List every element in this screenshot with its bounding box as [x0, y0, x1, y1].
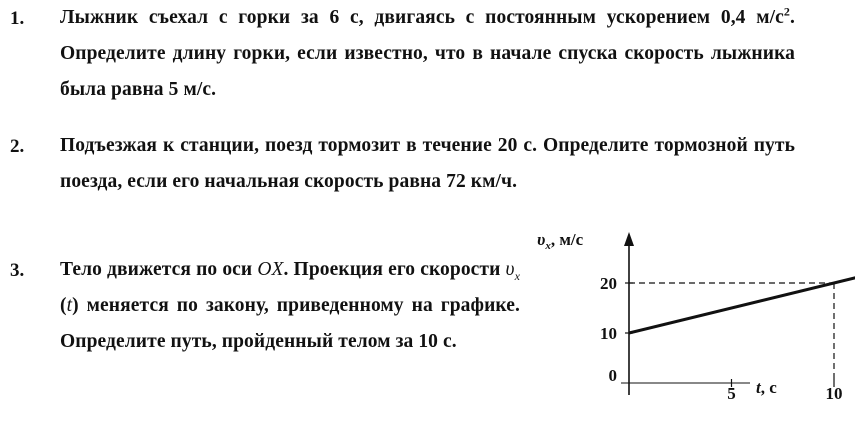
problem-text-part: Тело движется по оси	[60, 259, 258, 280]
problem-number: 2.	[10, 136, 25, 157]
y-axis-label-var: υ	[537, 230, 546, 249]
y-axis-label	[537, 230, 584, 252]
x-axis-label	[756, 378, 777, 397]
x-tick-label: 5	[727, 384, 736, 403]
y-tick-label: 10	[600, 324, 617, 343]
problem-text: Подъезжая к станции, поезд тормозит в течение 20 с. Определите тормозной путь поезда, если его начальная скорость равна 72 км/ч.	[60, 135, 795, 192]
problem-text	[60, 252, 520, 360]
velocity-line	[629, 258, 855, 333]
problem-number: 1.	[10, 8, 25, 29]
problem-text-part: Лыжник съехал с горки за 6 с, двигаясь с постоянным ускорением 0,4 м/с	[60, 7, 784, 28]
y-axis-arrow	[624, 232, 634, 246]
problem-text-part: ) меняется по закону, приведенному на графике. Определите путь, пройденный телом за 10 с.	[60, 295, 520, 352]
y-axis-label-unit: , м/с	[550, 230, 584, 249]
velocity-graph	[530, 222, 843, 417]
x-tick-label: 10	[825, 384, 843, 403]
y-tick-label: 20	[600, 274, 617, 293]
problem-text-part: . Проекция его скорости	[283, 259, 506, 280]
y-axis-label-sub: x	[545, 240, 551, 252]
velocity-variable: υ	[505, 259, 515, 280]
problem-text-part: (	[60, 295, 67, 316]
velocity-subscript: x	[514, 268, 520, 283]
axis-name: OX	[257, 259, 284, 280]
x-axis-label-unit: , с	[760, 378, 777, 397]
graph-layer	[537, 230, 855, 403]
x-axis-label-var: t	[756, 378, 761, 397]
origin-label: 0	[608, 366, 617, 385]
problem-text-part: . Определите длину горки, если известно, что в начале спуска скорость лыжника была равна 5 м/с.	[60, 7, 795, 100]
problem-number: 3.	[10, 260, 25, 281]
time-variable: t	[66, 295, 73, 316]
superscript: 2	[783, 4, 791, 19]
problem-text	[60, 0, 795, 108]
